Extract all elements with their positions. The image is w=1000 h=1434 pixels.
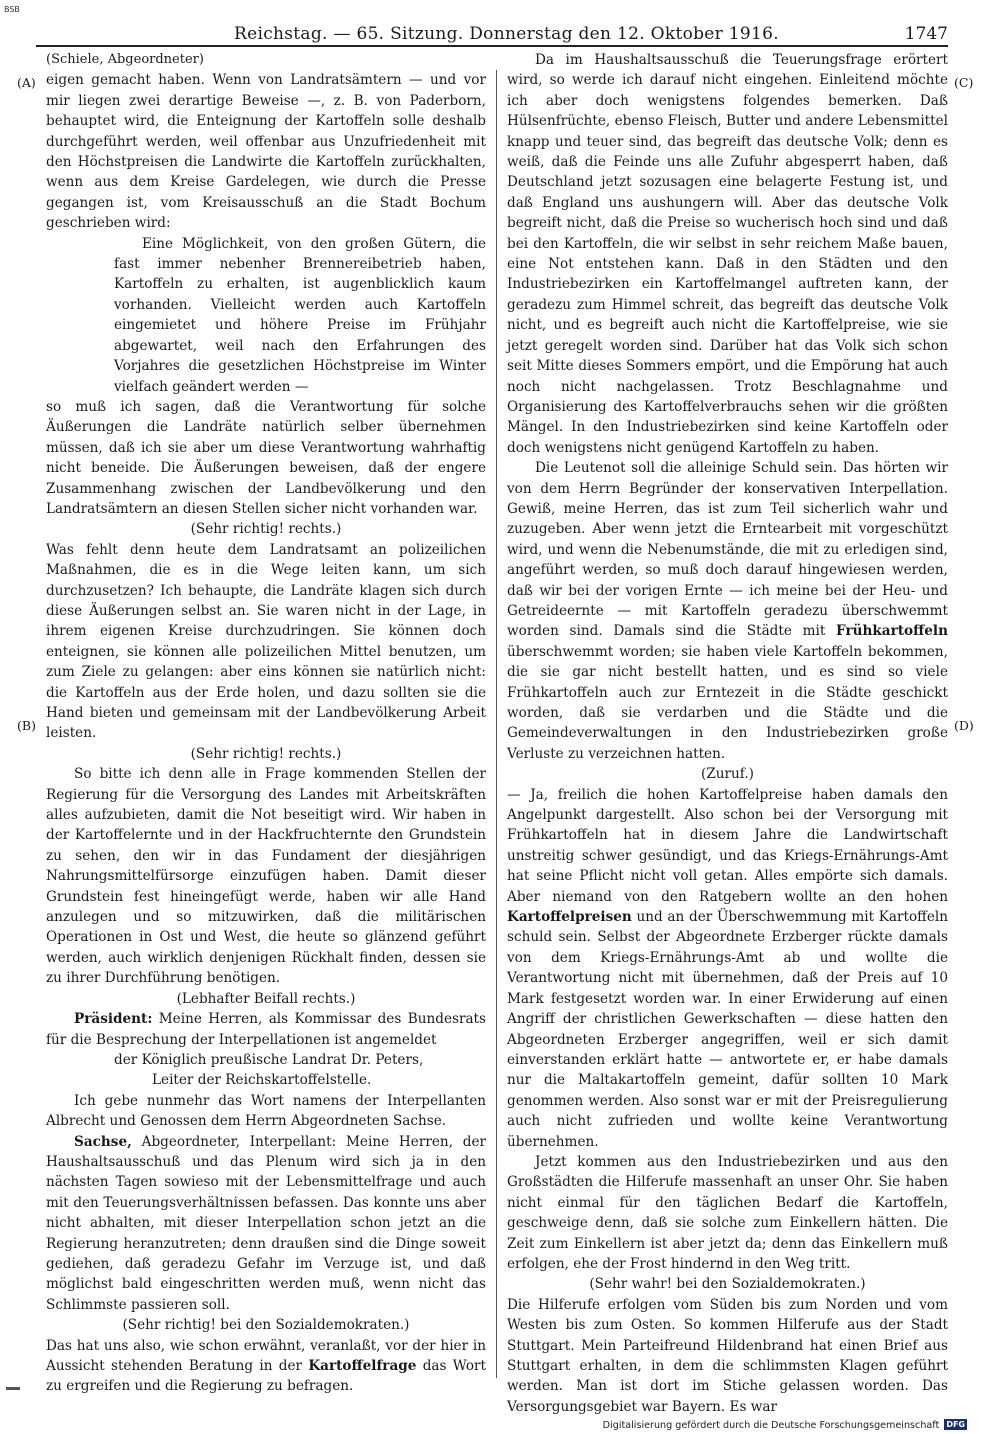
paragraph-text: Die Leutenot soll die alleinige Schuld sein. Das hörten wir von dem Herrn Begründer der konservativen Interpellation. Gewiß, meine Herren, das ist zum Teil sicherlich wahr und zuzugeben. Aber wenn jetzt die Erntearbeit mit vorgeschützt wird, und wenn die Nebenumstände, die mit zu erledigen sind, angeführt werden, so muß doch darauf hingewiesen werden, daß wir bei der vorigen Ernte — ich meine bei der Heu- und Getreideernte — mit Kartoffeln geradezu überschwemmt worden sind. Damals sind die Städte mit [507,460,948,640]
paragraph-text: Das hat uns also, wie schon erwähnt, veranlaßt, vor der hier in Aussicht stehenden Beratung in der [46,1337,486,1374]
sachse-statement [46,1132,486,1316]
audience-reaction: (Sehr richtig! rechts.) [190,521,342,538]
paragraph-text: — Ja, freilich die hohen Kartoffelpreise haben damals den Angelpunkt dargestellt. Also schon bei der Versorgung mit Frühkartoffeln hat in diesem Jahre die Landwirtschaft unstreitig schwer gesündigt, und das Kriegs-Ernährungs-Amt hat seine Pflicht nicht voll getan. Alles empörte sich damals. Aber niemand von den Ratgebern wollte an den hohen [507,786,948,905]
paragraph: Da im Haushaltsausschuß die Teuerungsfrage erörtert wird, so werde ich darauf nicht eingehen. Einleitend möchte ich aber doch wenigstens folgendes bemerken. Daß Hülsenfrüchte, ebenso Fleisch, Butter und andere Lebensmittel knapp und teuer sind, das begreift das deutsche Volk; denn es weiß, daß die Feinde uns alle Zufuhr abgesperrt haben, daß Deutschland jetzt sozusagen eine belagerte Festung ist, und daß England uns aushungern will. Aber das deutsche Volk begreift nicht, daß die Preise so wucherisch hoch sind und daß bei den Kartoffeln, die wir selbst in sehr reichem Maße bauen, eine Not entstehen kann. Daß in den Städten und den Industriebezirken ein Kartoffelmangel auftreten kann, der geradezu zum Himmel schreit, das begreift das deutsche Volk nicht, und es begreift auch nicht die Kartoffelpreise, wie sie jetzt geregelt worden sind. Darüber hat das Volk sich schon seit Mitte dieses Sommers empört, und die Empörung hat auch noch nicht nachgelassen. Trotz Beschlagnahme und Organisierung des Kartoffelverbrauchs sehen wir die größten Mängel. In den Industriebezirken sind keine Kartoffeln oder doch wenigstens nicht genügend Kartoffeln zu haben. [507,52,948,456]
paragraph-text: das Wort zu ergreifen und die Regierung zu befragen. [46,1358,486,1395]
speaker-continuation: (Schiele, Abgeordneter) [46,52,204,67]
audience-reaction: (Zuruf.) [701,766,754,783]
speaker-name-president: Präsident: [74,1011,153,1028]
paragraph: Was fehlt denn heute dem Landratsamt an polizeilichen Maßnahmen, die es in die Wege leiten kann, um sich durchzusetzen? Ich behaupte, die Landräte klagen sich durch diese Äußerungen selbst an. Sie waren nicht in der Lage, in ihrem eigenen Kreise durchzudringen. Sie können doch enteignen, sie können alle polizeilichen Mittel benutzen, um zum Ziele zu gelangen: aber eins können sie natürlich nicht: die Kartoffeln aus der Erde holen, und dazu sollten sie die Hand bieten und gemeinsam mit der Landbevölkerung Arbeit leisten. [46,541,486,742]
commissioner-title: Leiter der Reichskartoffelstelle. [152,1072,372,1089]
audience-reaction: (Sehr richtig! rechts.) [190,745,342,762]
emphasis-term: Frühkartoffeln [836,623,948,640]
paragraph-text: Meine Herren, als Kommissar des Bundesrats für die Besprechung der Interpellationen ist angemeldet [46,1011,486,1048]
speaker-name-sachse: Sachse, [74,1133,132,1150]
left-column [46,50,486,1397]
column-divider [496,70,497,1378]
right-column [507,50,948,1417]
margin-marker-a: (A) [17,75,36,90]
digitization-credit [603,1419,967,1431]
scan-mark [6,1387,20,1390]
audience-reaction: (Lebhafter Beifall rechts.) [176,990,356,1007]
block-quote: Eine Möglichkeit, von den großen Gütern, die fast immer nebenher Brennereibetrieb haben, Kartoffeln zu erhalten, ist augenblicklich kaum vorhanden. Vielleicht werden auch Kartoffeln eingemietet und höhere Preise im Frühjahr abgewartet, weil nach den Erfahrungen des Vorjahres die gesetzlichen Höchstpreise im Winter vielfach geändert werden — [114,235,486,395]
emphasis-term: Kartoffelfrage [308,1358,417,1374]
paragraph: Ich gebe nunmehr das Wort namens der Interpellanten Albrecht und Genossen dem Herrn Abgeordneten Sachse. [46,1092,486,1130]
page-header [36,24,948,46]
paragraph [507,458,948,764]
audience-reaction: (Sehr richtig! bei den Sozialdemokraten.) [122,1317,410,1334]
paragraph-text: und an der Überschwemmung mit Kartoffeln schuld sein. Selbst der Abgeordnete Erzberger rückte damals von dem Kriegs-Ernährungs-Amt ab und wollte die Verantwortung nicht mit übernehmen, daß der Preis auf 10 Mark festgesetzt worden war. In einer Erwiderung auf einen Angriff der christlichen Gewerkschaften — diese hatten den Abgeordneten Erzberger angegriffen, weil er sich damit einverstanden erklärt hatte — antwortete er, er habe damals nur die Maltakartoffeln gemeint, dafür sollten 10 Mark genommen werden. Also sonst war er mit der Preisregulierung auch nicht zufrieden und wollte keine Verantwortung übernehmen. [507,909,948,1150]
president-statement [46,1009,486,1050]
paragraph-text: überschwemmt worden; sie haben viele Kartoffeln bekommen, die sie gar nicht bestellt hatten, und es sind so viele Frühkartoffeln auch zur Erntezeit in die Städte geschickt worden, daß sie verdarben und die Städte und die Gemeindeverwaltungen in den Industriebezirken große Verluste zu verzeichnen hatten. [507,643,948,762]
margin-marker-b: (B) [17,718,36,733]
dfg-logo: DFG [946,1420,965,1429]
paragraph: Die Hilferufe erfolgen vom Süden bis zum Norden und vom Westen bis zum Osten. So kommen Hilferufe aus der Stadt Stuttgart. Mein Parteifreund Hildenbrand hat einen Brief aus Stuttgart erhalten, in dem die schlimmsten Klagen geführt werden. Man ist dort im Stiche gelassen worden. Das Versorgungsgebiet war Bayern. Es war [507,1296,948,1415]
paragraph: Jetzt kommen aus den Industriebezirken und aus den Großstädten die Hilferufe massenhaft an unser Ohr. Sie haben nicht einmal für den täglichen Bedarf die Kartoffeln, geschweige denn, daß sie solche zum Einkellern hätten. Die Zeit zum Einkellern ist aber jetzt da; denn das Einkellern muß erfolgen, ehe der Frost hindernd in den Weg tritt. [507,1153,948,1272]
commissioner-name: der Königlich preußische Landrat Dr. Peters, [114,1051,424,1068]
running-title: Reichstag. — 65. Sitzung. Donnerstag den 12. Oktober 1916. [234,24,779,44]
paragraph: So bitte ich denn alle in Frage kommenden Stellen der Regierung für die Versorgung des Landes mit Arbeitskräften alles aufzubieten, damit die Not beseitigt wird. Wir haben in der Kartoffelernte und in der Hackfruchternte den Grundstein zu sehen, den wir in das Fundament der diesjährigen Nahrungsmittelfürsorge einzufügen haben. Damit dieser Grundstein fest hineingefügt werde, haben wir alle Hand anzulegen und so mitzuwirken, daß die militärischen Operationen in Ost und West, die heute so glänzend geführt werden, auch wirklich denjenigen Rückhalt finden, dessen sie zu ihrer Durchführung benötigen. [46,766,486,987]
paragraph [507,785,948,1152]
margin-marker-c: (C) [954,75,974,90]
paragraph: eigen gemacht haben. Wenn von Landratsämtern — und vor mir liegen zwei derartige Beweise —, z. B. von Paderborn, behauptet wird, die Enteignung der Kartoffeln solle deshalb durchgeführt werden, weil offenbar aus Unzufriedenheit mit den Höchstpreisen die Landwirte die Kartoffeln zurückhalten, wenn aus dem Kreise Gardelegen, wie durch die Presse gegangen ist, vom Kreisausschuß an die Stadt Bochum geschrieben wird: [46,72,486,232]
emphasis-term: Kartoffelpreisen [507,909,632,926]
credit-text: Digitalisierung gefördert durch die Deutsche Forschungsgemeinschaft [602,1420,940,1431]
page-number: 1747 [904,24,948,44]
header-rule [36,45,948,47]
paragraph [46,1336,486,1397]
library-corner-mark: BSB [4,5,20,14]
margin-marker-d: (D) [954,718,974,733]
paragraph: so muß ich sagen, daß die Verantwortung für solche Äußerungen die Landräte natürlich selber übernehmen müssen, daß ich sie aber um diese Verantwortung wahrhaftig nicht beneide. Die Äußerungen beweisen, daß der engere Zusammenhang zwischen der Landbevölkerung und den Landratsämtern an diesen Stellen sicher nicht vorhanden war. [46,398,486,517]
paragraph-text: Abgeordneter, Interpellant: Meine Herren, der Haushaltsausschuß und das Plenum wird sich ja in den nächsten Tagen sowieso mit der Lebensmittelfrage und auch mit den Teuerungsverhältnissen befassen. Das konnte uns aber nicht abhalten, mit dieser Interpellation schon jetzt an die Regierung heranzutreten; denn draußen sind die Dinge soweit gediehen, daß geradezu Gefahr im Verzuge ist, und daß möglichst bald eingeschritten werden muß, wenn nicht das Schlimmste passieren soll. [46,1133,486,1313]
audience-reaction: (Sehr wahr! bei den Sozialdemokraten.) [589,1276,866,1293]
